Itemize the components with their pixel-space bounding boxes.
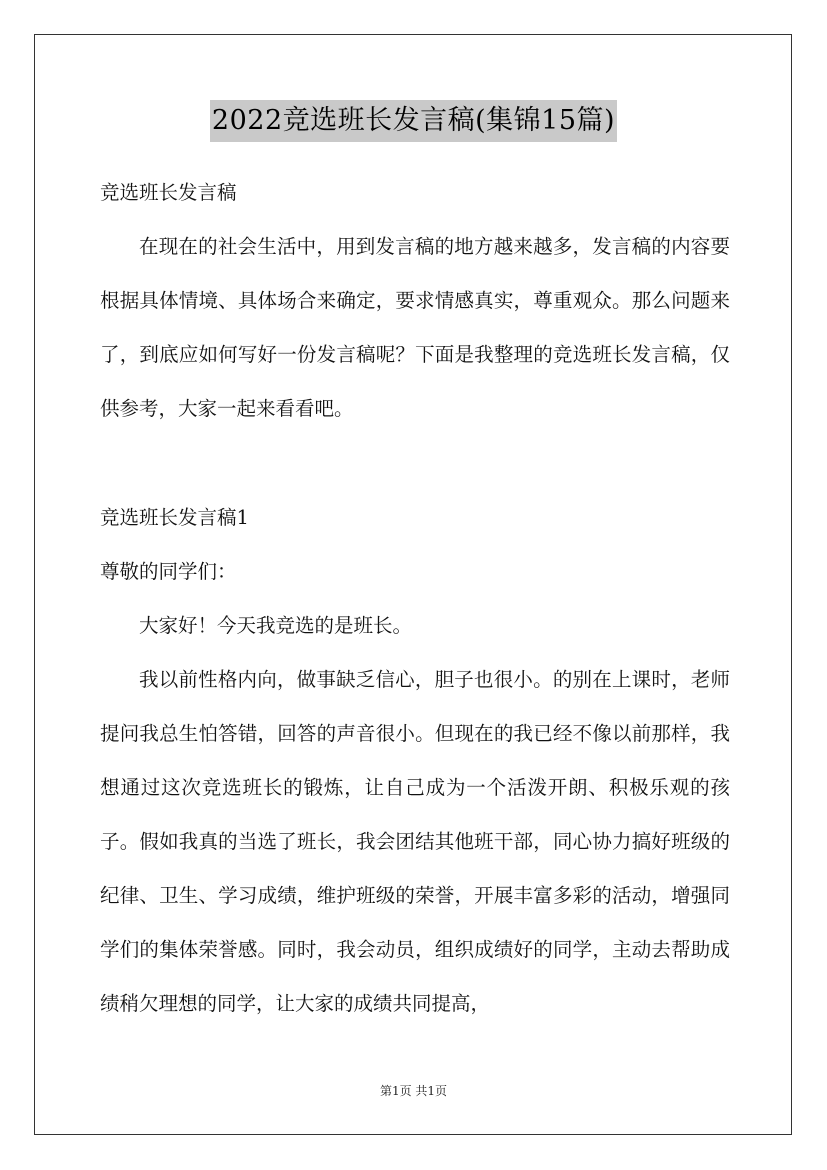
body-paragraph: 我以前性格内向，做事缺乏信心，胆子也很小。的别在上课时，老师提问我总生怕答错，回答的声音很小。但现在的我已经不像以前那样，我想通过这次竞选班长的锻炼，让自己成为一个活泼开朗、积极乐观的孩子。假如我真的当选了班长，我会团结其他班干部，同心协力搞好班级的纪律、卫生、学习成绩，维护班级的荣誉，开展丰富多彩的活动，增强同学们的集体荣誉感。同时，我会动员，组织成绩好的同学，主动去帮助成绩稍欠理想的同学，让大家的成绩共同提高， bbox=[100, 668, 730, 1015]
salutation: 尊敬的同学们： bbox=[100, 560, 237, 583]
section-heading: 竞选班长发言稿1 bbox=[100, 506, 249, 529]
title-container bbox=[0, 100, 827, 142]
greeting: 大家好！今天我竞选的是班长。 bbox=[139, 614, 413, 637]
document-title: 2022竞选班长发言稿(集锦15篇) bbox=[210, 100, 617, 142]
subtitle: 竞选班长发言稿 bbox=[100, 181, 237, 204]
intro-paragraph: 在现在的社会生活中，用到发言稿的地方越来越多，发言稿的内容要根据具体情境、具体场合来确定，要求情感真实，尊重观众。那么问题来了，到底应如何写好一份发言稿呢？下面是我整理的竞选班长发言稿，仅供参考，大家一起来看看吧。 bbox=[100, 235, 730, 420]
page-footer: 第1页 共1页 bbox=[379, 1084, 448, 1098]
